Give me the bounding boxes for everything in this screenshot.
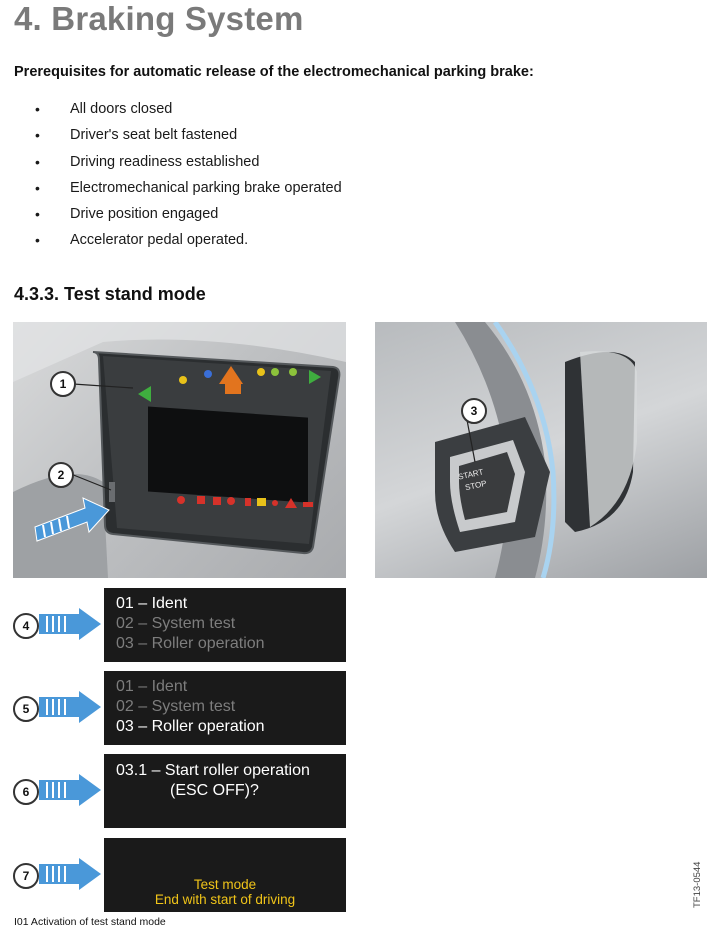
arrow-right-icon xyxy=(39,774,101,806)
prerequisites-heading: Prerequisites for automatic release of the electromechanical parking brake: xyxy=(14,64,534,80)
callout-2: 2 xyxy=(48,462,74,488)
test-mode-label: Test mode xyxy=(193,877,257,892)
list-item: • Driver's seat belt fastened xyxy=(14,122,514,148)
step-6 xyxy=(13,754,346,828)
reference-code: TF13-0544 xyxy=(692,861,703,908)
instrument-cluster-photo xyxy=(13,322,346,578)
section-heading: 4.3.3. Test stand mode xyxy=(14,284,206,304)
step-number: 6 xyxy=(13,779,39,805)
step-7 xyxy=(13,838,346,912)
list-item: • All doors closed xyxy=(14,96,514,122)
display-screen xyxy=(104,588,346,662)
menu-item-roller-operation: 03 – Roller operation xyxy=(116,635,265,652)
list-item: • Driving readiness established xyxy=(14,149,514,175)
list-item: • Electromechanical parking brake operated xyxy=(14,175,514,201)
figure-caption: I01 Activation of test stand mode xyxy=(14,916,166,928)
list-item: • Accelerator pedal operated. xyxy=(14,227,514,253)
arrow-right-icon xyxy=(39,858,101,890)
arrow-right-icon xyxy=(39,608,101,640)
bullet-icon: • xyxy=(35,127,40,144)
menu-item-system-test: 02 – System test xyxy=(116,615,236,632)
stop-button-label: STOP xyxy=(464,478,488,493)
step-4 xyxy=(13,588,346,662)
callout-1: 1 xyxy=(50,371,76,397)
start-button-label: START xyxy=(457,467,485,482)
step-number: 4 xyxy=(13,613,39,639)
menu-item-system-test: 02 – System test xyxy=(116,698,236,715)
bullet-icon: • xyxy=(35,179,40,196)
arrow-right-icon xyxy=(39,691,101,723)
prompt-start-roller: 03.1 – Start roller operation xyxy=(116,762,310,779)
step-5 xyxy=(13,671,346,745)
bullet-icon: • xyxy=(35,101,40,117)
callout-3: 3 xyxy=(461,398,487,424)
bullet-icon: • xyxy=(35,153,40,170)
display-screen xyxy=(104,754,346,828)
menu-item-ident: 01 – Ident xyxy=(116,678,188,695)
end-with-driving-label: End with start of driving xyxy=(154,892,296,907)
menu-item-roller-operation: 03 – Roller operation xyxy=(116,718,265,735)
prerequisites-list xyxy=(14,96,514,254)
prompt-esc-off: (ESC OFF)? xyxy=(170,782,259,799)
step-number: 7 xyxy=(13,863,39,889)
page-title: 4. Braking System xyxy=(14,0,304,37)
bullet-icon: • xyxy=(35,232,40,249)
start-stop-photo xyxy=(375,322,707,578)
display-screen xyxy=(104,671,346,745)
display-screen xyxy=(104,838,346,912)
reference-code-container xyxy=(688,858,718,908)
list-item: • Drive position engaged xyxy=(14,201,514,227)
menu-item-ident: 01 – Ident xyxy=(116,595,188,612)
bullet-icon: • xyxy=(35,206,40,223)
step-number: 5 xyxy=(13,696,39,722)
